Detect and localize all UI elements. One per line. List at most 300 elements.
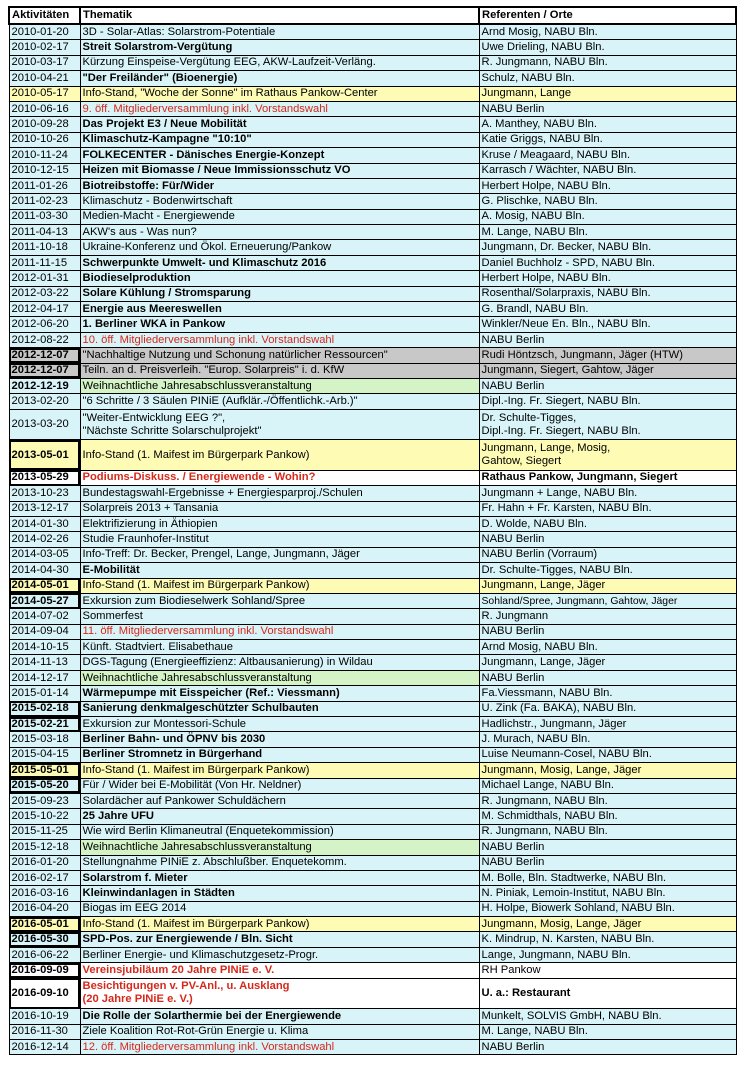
row-topic [80,886,479,901]
table-row [9,1009,736,1024]
row-topic [80,809,479,824]
row-topic-text: Elektrifizierung in Äthiopien [82,517,218,530]
table-row [9,870,736,885]
row-date-text: 2011-03-30 [11,210,68,223]
row-speakers [479,240,736,255]
row-topic-text: Exkursion zur Montessori-Schule [82,717,247,730]
table-row [9,701,736,716]
row-topic [80,378,479,393]
row-speakers [479,578,736,593]
row-date-text: 2010-06-16 [11,102,69,115]
row-date-text: 2014-11-13 [11,656,68,669]
row-topic-text: Ukraine-Konferenz und Ökol. Erneuerung/Pankow [82,241,332,254]
row-topic-text: 10. öff. Mitgliederversammlung inkl. Vorstandswahl [82,333,335,346]
table-row [9,593,736,608]
row-speakers-text: NABU Berlin [481,102,545,115]
row-speakers [479,117,736,132]
row-topic [80,686,479,701]
row-date [9,148,80,163]
row-speakers-text: Uwe Drieling, NABU Bln. [481,41,605,54]
row-topic-text: Solarpreis 2013 + Tansania [82,502,219,515]
table-row [9,255,736,270]
row-date-text: 2016-03-16 [11,887,69,899]
row-topic [80,978,479,1009]
row-date-text: 2014-05-01 [11,579,69,592]
row-speakers [479,778,736,793]
row-topic [80,532,479,547]
table-header-row [9,7,736,24]
row-speakers-text: K. Mindrup, N. Karsten, NABU Bln. [481,933,655,946]
row-speakers [479,178,736,193]
row-speakers [479,809,736,824]
row-date-text: 2010-09-28 [11,118,69,131]
table-row [9,717,736,732]
row-date [9,855,80,870]
row-date-text: 2015-02-21 [11,717,69,730]
row-topic-text: 1. Berliner WKA in Pankow [82,318,226,331]
row-speakers-text: Jungmann, Dr. Becker, NABU Bln. [481,241,652,254]
table-row [9,40,736,55]
row-speakers-text: Munkelt, SOLVIS GmbH, NABU Bln. [481,1009,662,1022]
row-date-text: 2011-01-26 [11,179,68,192]
row-date [9,40,80,55]
row-date-text: 2016-01-20 [11,856,69,869]
table-row [9,793,736,808]
row-topic-text: Schwerpunkte Umwelt- und Klimaschutz 2016 [82,256,327,269]
row-date [9,917,80,932]
row-date [9,317,80,332]
row-date-text: 2010-01-20 [11,25,69,38]
row-date-text: 2011-04-13 [11,225,68,238]
table-row [9,117,736,132]
row-topic [80,793,479,808]
header-speakers: Referenten / Orte [479,7,736,24]
row-date-text: 2016-05-01 [11,917,69,930]
table-row [9,732,736,747]
row-date [9,194,80,209]
table-row [9,1039,736,1054]
row-date [9,809,80,824]
row-speakers [479,901,736,916]
row-date [9,578,80,593]
row-topic [80,747,479,762]
table-row [9,394,736,409]
row-speakers-text: RH Pankow [481,963,541,976]
table-row [9,917,736,932]
row-speakers [479,701,736,716]
row-topic [80,516,479,531]
row-topic-text: SPD-Pos. zur Energiewende / Bln. Sicht [82,933,293,946]
row-topic [80,870,479,885]
row-speakers [479,378,736,393]
row-topic [80,71,479,86]
row-speakers-text: Arnd Mosig, NABU Bln. [481,25,598,38]
row-topic [80,148,479,163]
row-date-text: 2013-03-20 [11,418,69,431]
table-row [9,932,736,947]
row-speakers [479,963,736,978]
row-date-text: 2010-05-17 [11,87,69,100]
table-row [9,194,736,209]
row-topic [80,1039,479,1054]
row-topic [80,332,479,347]
table-row [9,609,736,624]
row-speakers [479,194,736,209]
row-topic [80,963,479,978]
row-date-text: 2015-12-18 [11,840,69,853]
table-row [9,86,736,101]
row-date [9,655,80,670]
row-date [9,932,80,947]
row-speakers [479,686,736,701]
row-speakers-text: Kruse / Meagaard, NABU Bln. [481,148,631,161]
row-topic-text: Die Rolle der Solarthermie bei der Energiewende [82,1009,342,1022]
row-date [9,670,80,685]
row-date [9,163,80,178]
row-date [9,470,80,485]
table-row [9,563,736,578]
row-topic [80,101,479,116]
row-topic-text: Berliner Energie- und Klimaschutzgesetz-Progr. [82,948,319,961]
row-speakers-text: Katie Griggs, NABU Bln. [481,133,603,146]
row-date-text: 2011-11-15 [11,256,68,269]
row-date-text: 2014-02-26 [11,533,69,546]
row-speakers-text: R. Jungmann, NABU Bln. [481,56,608,69]
row-date [9,240,80,255]
row-speakers [479,886,736,901]
row-topic [80,670,479,685]
table-row [9,809,736,824]
row-date [9,824,80,839]
row-topic [80,824,479,839]
table-row [9,824,736,839]
row-date-text: 2015-11-25 [11,825,68,838]
row-speakers [479,71,736,86]
row-topic-text: Info-Stand (1. Maifest im Bürgerpark Pankow) [82,448,310,461]
row-topic-text: (20 Jahre PINiE e. V.) [82,993,193,1006]
row-topic [80,117,479,132]
row-date [9,209,80,224]
table-row [9,317,736,332]
row-speakers-text: Gahtow, Siegert [481,455,562,468]
row-speakers-text: Michael Lange, NABU Bln. [481,779,614,792]
row-date [9,901,80,916]
row-topic-text: Ziele Koalition Rot-Rot-Grün Energie u. Klima [82,1025,309,1038]
activities-table [8,6,737,1055]
row-date [9,686,80,701]
row-speakers-text: NABU Berlin [481,840,545,853]
row-speakers [479,209,736,224]
row-date-text: 2015-05-01 [11,763,69,776]
row-topic [80,163,479,178]
row-date-text: 2016-10-19 [11,1009,69,1022]
row-topic [80,225,479,240]
row-topic-text: Kürzung Einspeise-Vergütung EEG, AKW-Laufzeit-Verläng. [82,56,376,69]
row-speakers [479,348,736,363]
row-date-text: 2010-11-24 [11,148,68,161]
table-row [9,778,736,793]
row-topic [80,394,479,409]
row-date-text: 2011-10-18 [11,241,68,254]
row-speakers-text: Arnd Mosig, NABU Bln. [481,640,598,653]
row-speakers [479,717,736,732]
row-speakers-text: N. Piniak, Lemoin-Institut, NABU Bln. [481,887,666,899]
row-date-text: 2016-09-09 [11,963,69,976]
row-speakers [479,793,736,808]
row-date-text: 2013-05-29 [11,471,69,484]
row-topic-text: Sanierung denkmalgeschützter Schulbauten [82,702,319,715]
table-row [9,163,736,178]
row-speakers [479,225,736,240]
row-topic-text: Besichtigungen v. PV-Anl., u. Ausklang [82,980,290,993]
row-date [9,225,80,240]
row-speakers-text: Jungmann, Lange, Jäger [481,656,606,669]
row-topic-text: "6 Schritte / 3 Säulen PINiE (Aufklär.-/Öffentlichk.-Arb.)" [82,395,358,408]
row-date-text: 2012-01-31 [11,271,69,284]
row-date [9,747,80,762]
row-date [9,963,80,978]
row-topic-text: "Weiter-Entwicklung EEG ?", [82,411,226,424]
row-speakers [479,840,736,855]
row-speakers-text: NABU Berlin [481,1040,545,1053]
row-topic [80,917,479,932]
row-topic-text: FOLKECENTER - Dänisches Energie-Konzept [82,148,325,161]
row-date-text: 2014-05-27 [11,594,69,607]
row-topic-text: 3D - Solar-Atlas: Solarstrom-Potentiale [82,25,276,38]
table-row [9,640,736,655]
row-topic-text: Biogas im EEG 2014 [82,902,187,915]
row-speakers [479,547,736,562]
row-topic [80,348,479,363]
row-speakers-text: M. Lange, NABU Bln. [481,1025,588,1038]
row-speakers [479,763,736,778]
row-topic [80,763,479,778]
row-speakers [479,501,736,516]
row-speakers [479,286,736,301]
row-speakers-text: Jungmann, Siegert, Gahtow, Jäger [481,364,654,377]
table-row [9,209,736,224]
row-topic-text: Wie wird Berlin Klimaneutral (Enquetekommission) [82,825,334,838]
row-date [9,532,80,547]
row-topic-text: 9. öff. Mitgliederversammlung inkl. Vorstandswahl [82,102,328,115]
row-date [9,86,80,101]
row-date [9,348,80,363]
row-topic [80,286,479,301]
row-topic-text: Studie Fraunhofer-Institut [82,533,209,546]
row-speakers-text: Jungmann, Lange, Jäger [481,579,606,592]
row-speakers-text: Rathaus Pankow, Jungmann, Siegert [481,471,678,484]
row-date-text: 2010-04-21 [11,71,69,84]
row-date-text: 2016-11-30 [11,1025,68,1038]
row-date-text: 2014-04-30 [11,563,69,576]
row-speakers-text: M. Bolle, Bln. Stadtwerke, NABU Bln. [481,871,667,884]
row-speakers-text: G. Plischke, NABU Bln. [481,194,598,207]
table-row [9,840,736,855]
table-row [9,670,736,685]
row-date-text: 2013-12-17 [11,502,69,515]
row-date-text: 2013-10-23 [11,486,69,499]
row-topic-text: Kleinwindanlagen in Städten [82,887,235,899]
row-speakers [479,870,736,885]
row-date [9,840,80,855]
row-topic [80,717,479,732]
table-row [9,348,736,363]
row-speakers-text: R. Jungmann [481,609,549,622]
row-date-text: 2014-10-15 [11,640,69,653]
row-speakers [479,824,736,839]
row-date [9,886,80,901]
row-speakers [479,86,736,101]
table-row [9,225,736,240]
table-row [9,440,736,471]
row-speakers [479,470,736,485]
row-speakers-text: Luise Neumann-Cosel, NABU Bln. [481,748,652,761]
row-speakers [479,655,736,670]
row-topic [80,578,479,593]
row-speakers [479,440,736,471]
row-date-text: 2014-09-04 [11,625,69,638]
table-row [9,132,736,147]
row-date-text: 2012-04-17 [11,302,69,315]
row-date [9,793,80,808]
row-date [9,732,80,747]
row-date [9,394,80,409]
row-speakers-text: Hadlichstr., Jungmann, Jäger [481,717,627,730]
row-speakers-text: R. Jungmann, NABU Bln. [481,794,608,807]
activities-document [8,6,735,1055]
table-row [9,470,736,485]
row-speakers-text: D. Wolde, NABU Bln. [481,517,587,530]
row-speakers-text: Jungmann, Mosig, Lange, Jäger [481,917,642,930]
row-date [9,778,80,793]
row-date [9,547,80,562]
row-speakers [479,978,736,1009]
row-speakers [479,317,736,332]
table-row [9,578,736,593]
row-date-text: 2010-12-15 [11,164,69,177]
row-speakers [479,532,736,547]
row-topic-text: Exkursion zum Biodieselwerk Sohland/Spree [82,594,306,607]
row-date-text: 2014-01-30 [11,517,69,530]
row-speakers [479,409,736,440]
row-date [9,332,80,347]
row-date [9,870,80,885]
row-topic-text: Sommerfest [82,609,143,622]
table-row [9,655,736,670]
row-date [9,763,80,778]
table-row [9,378,736,393]
row-date [9,71,80,86]
table-row [9,286,736,301]
table-row [9,71,736,86]
row-speakers [479,255,736,270]
row-date-text: 2016-06-22 [11,948,69,961]
row-topic-text: "Der Freiländer" (Bioenergie) [82,71,238,84]
row-topic-text: Teiln. an d. Preisverleih. "Europ. Solarpreis" i. d. KfW [82,364,345,377]
row-speakers-text: NABU Berlin [481,379,545,392]
table-row [9,101,736,116]
row-topic-text: Wärmepumpe mit Eisspeicher (Ref.: Viessmann) [82,686,340,699]
row-topic [80,209,479,224]
row-date [9,302,80,317]
row-date-text: 2015-09-23 [11,794,69,807]
row-date [9,593,80,608]
row-topic [80,40,479,55]
row-date [9,117,80,132]
row-speakers-text: Dipl.-Ing. Fr. Siegert, NABU Bln. [481,395,641,408]
row-topic-text: Für / Wider bei E-Mobilität (Von Hr. Neldner) [82,779,302,792]
row-topic [80,732,479,747]
row-speakers-text: Jungmann + Lange, NABU Bln. [481,486,638,499]
row-speakers [479,101,736,116]
table-row [9,624,736,639]
row-speakers [479,747,736,762]
row-topic-text: Info-Stand (1. Maifest im Bürgerpark Pankow) [82,917,310,930]
row-topic [80,409,479,440]
table-row [9,332,736,347]
row-topic [80,640,479,655]
row-topic-text: Info-Stand (1. Maifest im Bürgerpark Pankow) [82,579,310,592]
row-topic-text: "Nächste Schritte Solarschulprojekt" [82,424,262,437]
row-speakers-text: Daniel Buchholz - SPD, NABU Bln. [481,256,655,269]
row-speakers-text: Rosenthal/Solarpraxis, NABU Bln. [481,287,651,300]
row-date [9,271,80,286]
row-date [9,1039,80,1054]
row-topic [80,363,479,378]
row-topic [80,624,479,639]
row-topic [80,86,479,101]
row-topic-text: Solare Kühlung / Stromsparung [82,287,251,300]
row-speakers [479,148,736,163]
row-topic-text: Klimaschutz-Kampagne "10:10" [82,133,252,146]
table-row [9,763,736,778]
row-date-text: 2014-03-05 [11,548,69,561]
row-date-text: 2016-02-17 [11,871,69,884]
row-date-text: 2013-05-01 [11,448,69,461]
row-speakers [479,40,736,55]
row-topic-text: Berliner Stromnetz in Bürgerhand [82,748,263,761]
row-speakers-text: Herbert Holpe, NABU Bln. [481,179,611,192]
row-date-text: 2011-02-23 [11,194,68,207]
row-date [9,363,80,378]
row-topic [80,255,479,270]
row-date-text: 2015-10-22 [11,810,69,823]
row-topic-text: Info-Stand (1. Maifest im Bürgerpark Pankow) [82,763,310,776]
row-date [9,132,80,147]
row-date [9,1009,80,1024]
row-date-text: 2016-04-20 [11,902,69,915]
table-row [9,901,736,916]
row-topic [80,947,479,962]
row-topic [80,55,479,70]
row-speakers-text: R. Jungmann, NABU Bln. [481,825,608,838]
row-date [9,947,80,962]
row-speakers [479,917,736,932]
row-speakers-text: M. Lange, NABU Bln. [481,225,588,238]
row-topic [80,547,479,562]
row-speakers [479,516,736,531]
row-topic [80,194,479,209]
row-speakers [479,932,736,947]
row-topic-text: 11. öff. Mitgliederversammlung inkl. Vorstandswahl [82,625,334,638]
row-topic-text: Streit Solarstrom-Vergütung [82,41,233,54]
row-topic-text: AKW's aus - Was nun? [82,225,197,238]
row-speakers-text: J. Murach, NABU Bln. [481,733,591,746]
row-speakers [479,486,736,501]
row-speakers [479,640,736,655]
row-topic [80,855,479,870]
row-topic-text: Weihnachtliche Jahresabschlussveranstaltung [82,671,312,684]
